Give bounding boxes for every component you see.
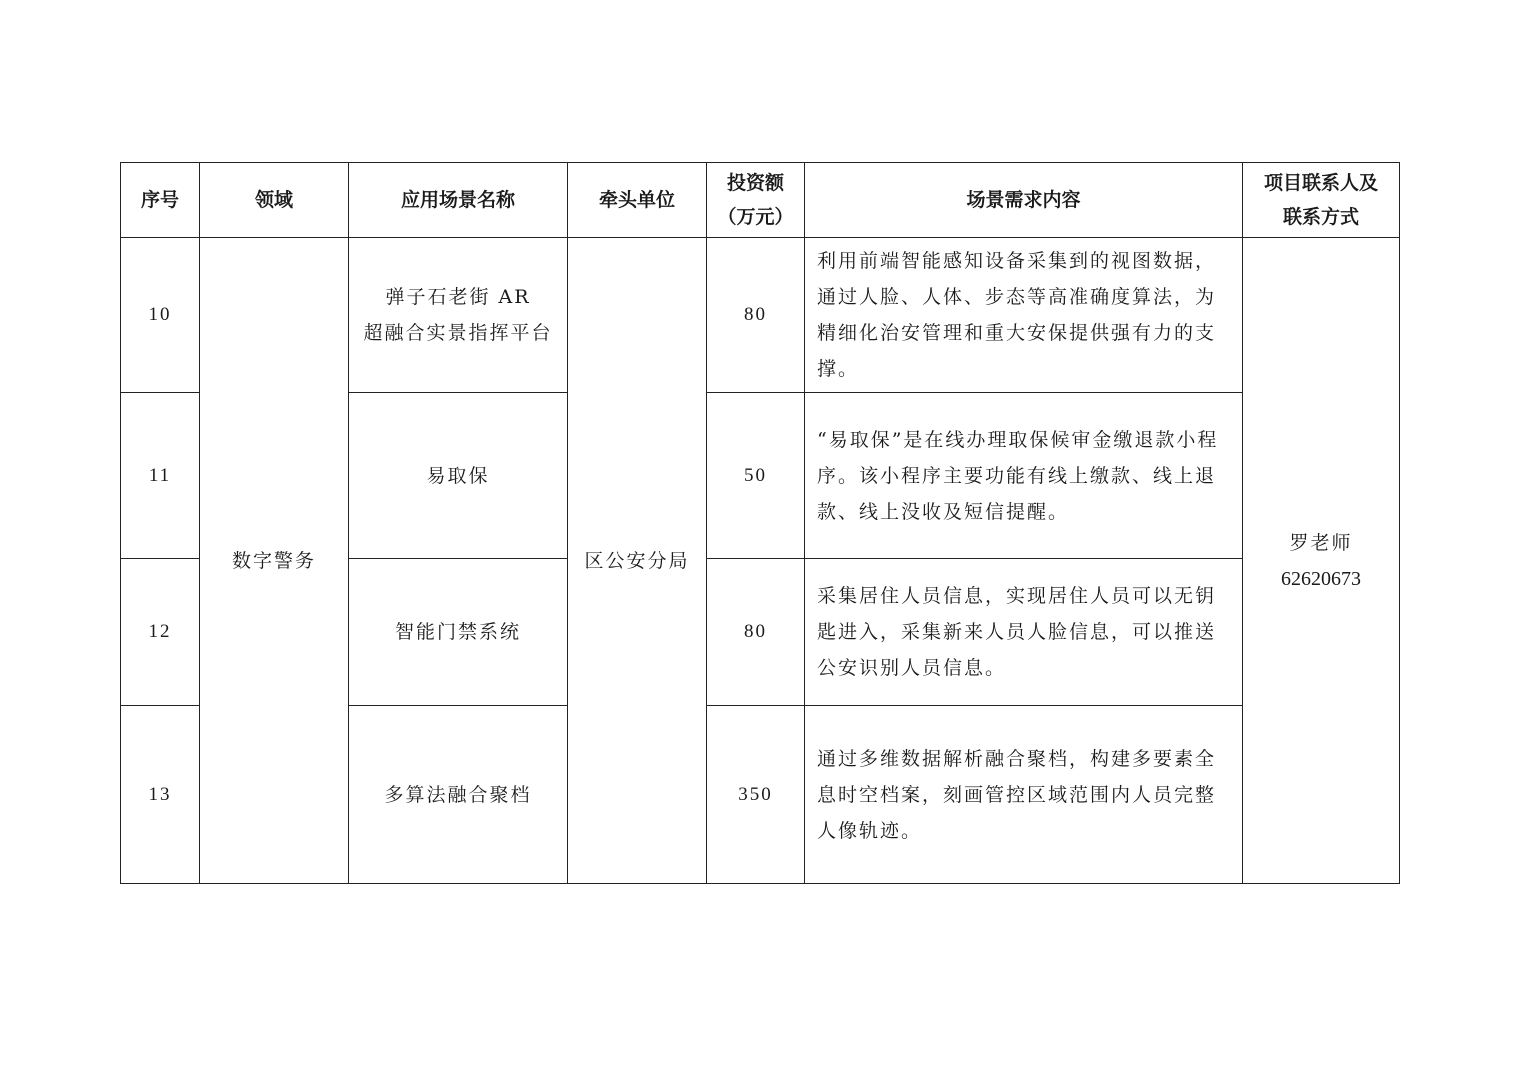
contact-cell [1243, 238, 1400, 884]
contact-name: 罗老师 [1289, 531, 1353, 554]
header-seq: 序号 [121, 163, 200, 238]
row-seq: 10 [121, 238, 200, 393]
investment-cell: 80 [707, 559, 805, 706]
header-investment-line1: 投资额 [726, 172, 784, 194]
scene-name-cell [349, 706, 568, 884]
requirement-cell: 通过多维数据解析融合聚档，构建多要素全息时空档案，刻画管控区域范围内人员完整人像轨迹。 [805, 706, 1243, 884]
header-contact-line1: 项目联系人及 [1263, 172, 1378, 194]
row-seq: 11 [121, 393, 200, 559]
contact-phone: 62620673 [1281, 567, 1361, 590]
header-contact-line2: 联系方式 [1282, 206, 1359, 228]
scene-name-line1: 易取保 [426, 464, 490, 487]
header-contact [1243, 163, 1400, 238]
header-investment-line2: （万元） [717, 206, 794, 228]
scene-name-cell [349, 238, 568, 393]
header-lead-unit: 牵头单位 [568, 163, 707, 238]
header-domain: 领域 [200, 163, 349, 238]
row-seq: 12 [121, 559, 200, 706]
project-table [120, 162, 1400, 884]
header-row [121, 163, 1400, 238]
investment-cell: 50 [707, 393, 805, 559]
row-seq: 13 [121, 706, 200, 884]
header-scene-name: 应用场景名称 [349, 163, 568, 238]
scene-name-line2: 超融合实景指挥平台 [363, 322, 553, 344]
header-investment [707, 163, 805, 238]
domain-cell: 数字警务 [200, 238, 349, 884]
scene-name-cell [349, 393, 568, 559]
investment-cell: 350 [707, 706, 805, 884]
investment-cell: 80 [707, 238, 805, 393]
requirement-cell: 利用前端智能感知设备采集到的视图数据，通过人脸、人体、步态等高准确度算法，为精细化治安管理和重大安保提供强有力的支撑。 [805, 238, 1243, 393]
table-row [121, 238, 1400, 393]
scene-name-line1: 弹子石老街 AR [385, 286, 531, 308]
scene-name-line1: 多算法融合聚档 [384, 783, 532, 806]
lead-unit-cell: 区公安分局 [568, 238, 707, 884]
scene-name-line1: 智能门禁系统 [394, 621, 521, 643]
header-requirement: 场景需求内容 [805, 163, 1243, 238]
requirement-cell: 采集居住人员信息，实现居住人员可以无钥匙进入，采集新来人员人脸信息，可以推送公安识别人员信息。 [805, 559, 1243, 706]
requirement-cell: “易取保”是在线办理取保候审金缴退款小程序。该小程序主要功能有线上缴款、线上退款、线上没收及短信提醒。 [805, 393, 1243, 559]
scene-name-cell [349, 559, 568, 706]
